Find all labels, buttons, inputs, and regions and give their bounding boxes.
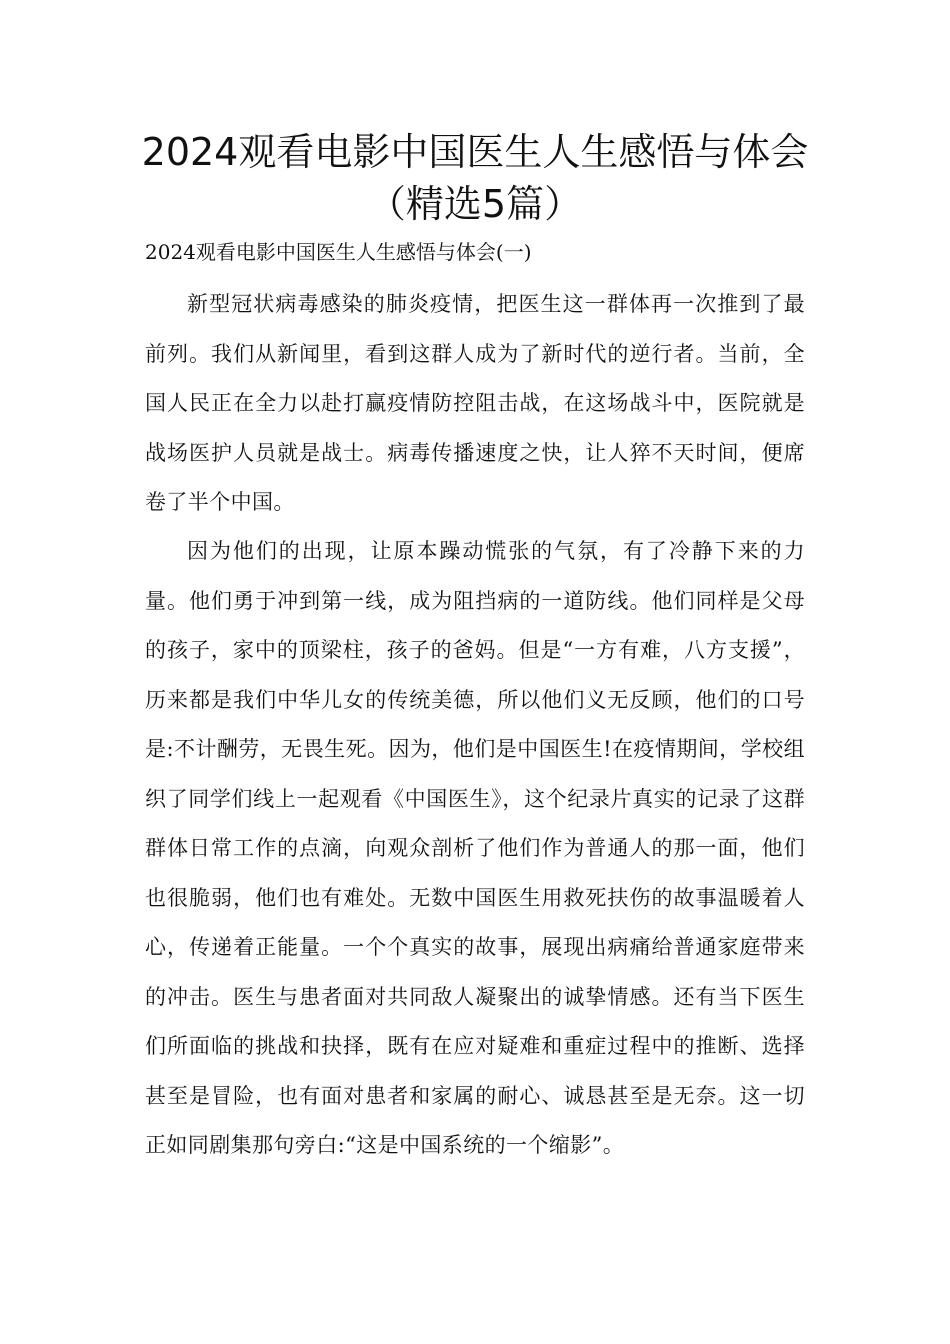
body-paragraph-1: 新型冠状病毒感染的肺炎疫情，把医生这一群体再一次推到了最前列。我们从新闻里，看到这群人成为了新时代的逆行者。当前，全国人民正在全力以赴打赢疫情防控阻击战，在这场战斗中，医院就是战场医护人员就是战士。病毒传播速度之快，让人猝不天时间，便席卷了半个中国。 — [145, 292, 805, 514]
document-title-line-2: （精选5篇） — [367, 182, 583, 226]
section-heading: 2024观看电影中国医生人生感悟与体会(一) — [145, 240, 532, 264]
document-title-line-1: 2024观看电影中国医生人生感悟与体会 — [141, 130, 809, 174]
body-paragraph-2: 因为他们的出现，让原本躁动慌张的气氛，有了冷静下来的力量。他们勇于冲到第一线，成为阻挡病的一道防线。他们同样是父母的孩子，家中的顶梁柱，孩子的爸妈。但是“一方有难，八方支援”，历来都是我们中华儿女的传统美德，所以他们义无反顾，他们的口号是:不计酬劳，无畏生死。因为，他们是中国医生!在疫情期间，学校组织了同学们线上一起观看《中国医生》，这个纪录片真实的记录了这群群体日常工作的点滴，向观众剖析了他们作为普通人的那一面，他们也很脆弱，他们也有难处。无数中国医生用救死扶伤的故事温暖着人心，传递着正能量。一个个真实的故事，展现出病痛给普通家庭带来的冲击。医生与患者面对共同敌人凝聚出的诚挚情感。还有当下医生们所面临的挑战和抉择，既有在应对疑难和重症过程中的推断、选择甚至是冒险，也有面对患者和家属的耐心、诚恳甚至是无奈。这一切正如同剧集那句旁白:“这是中国系统的一个缩影”。 — [145, 539, 805, 1157]
